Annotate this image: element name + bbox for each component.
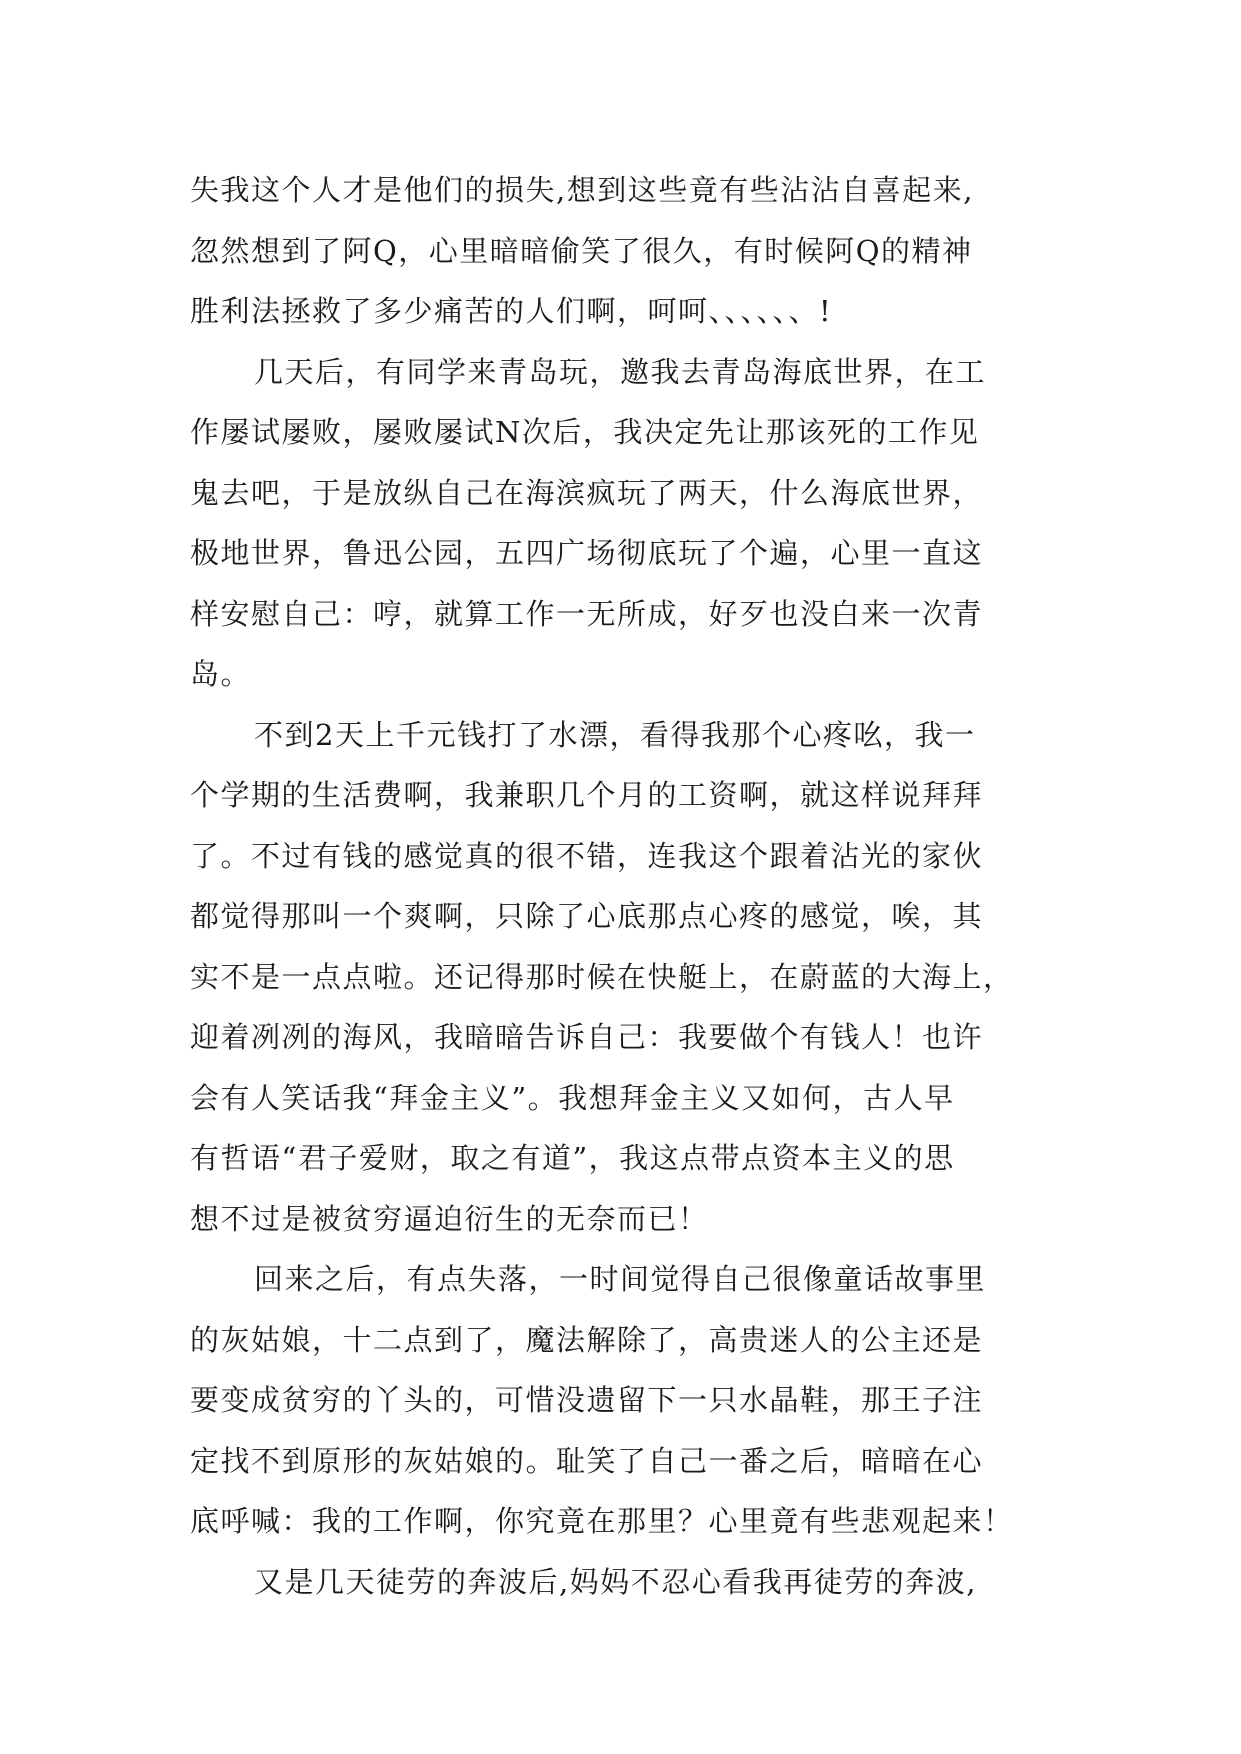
text-line: 的灰姑娘，十二点到了，魔法解除了，高贵迷人的公主还是 <box>190 1322 984 1357</box>
text-line: 几天后，有同学来青岛玩，邀我去青岛海底世界，在工 <box>254 354 987 389</box>
text-line: 实不是一点点啦。还记得那时候在快艇上，在蔚蓝的大海上， <box>190 959 1014 994</box>
text-line: 底呼喊：我的工作啊，你究竟在那里？心里竟有些悲观起来！ <box>190 1504 1014 1538</box>
text-line: 又是几天徒劳的奔波后,妈妈不忍心看我再徒劳的奔波, <box>254 1564 977 1599</box>
text-line: 作屡试屡败，屡败屡试N次后，我决定先让那该死的工作见 <box>190 415 980 449</box>
text-line: 鬼去吧，于是放纵自己在海滨疯玩了两天，什么海底世界， <box>190 475 984 510</box>
text-line: 会有人笑话我“拜金主义”。我想拜金主义又如何，古人早 <box>190 1080 955 1115</box>
text-line: 想不过是被贫穷逼迫衍生的无奈而已！ <box>190 1201 709 1236</box>
text-line: 都觉得那叫一个爽啊，只除了心底那点心疼的感觉，唉，其 <box>190 899 984 933</box>
text-line: 胜利法拯救了多少痛苦的人们啊，呵呵、、、、、、! <box>190 294 833 328</box>
text-line: 极地世界，鲁迅公园，五四广场彻底玩了个遍，心里一直这 <box>190 536 984 570</box>
text-line: 忽然想到了阿Q，心里暗暗偷笑了很久，有时候阿Q的精神 <box>190 233 973 268</box>
text-line: 要变成贫穷的丫头的，可惜没遗留下一只水晶鞋，那王子注 <box>190 1383 984 1417</box>
text-line: 岛。 <box>190 657 252 691</box>
text-line: 失我这个人才是他们的损失,想到这些竟有些沾沾自喜起来, <box>190 173 974 207</box>
text-line: 了。不过有钱的感觉真的很不错，连我这个跟着沾光的家伙 <box>190 838 984 873</box>
document-body <box>190 160 1050 1612</box>
text-line: 迎着冽冽的海风，我暗暗告诉自己：我要做个有钱人！也许 <box>190 1020 984 1054</box>
text-line: 样安慰自己：哼，就算工作一无所成，好歹也没白来一次青 <box>190 596 984 631</box>
text-line: 定找不到原形的灰姑娘的。耻笑了自己一番之后，暗暗在心 <box>190 1443 984 1478</box>
text-line: 个学期的生活费啊，我兼职几个月的工资啊，就这样说拜拜 <box>190 778 984 812</box>
text-line: 回来之后，有点失落，一时间觉得自己很像童话故事里 <box>254 1262 987 1296</box>
text-line: 有哲语“君子爱财，取之有道”，我这点带点资本主义的思 <box>190 1141 955 1175</box>
text-line: 不到2天上千元钱打了水漂，看得我那个心疼吆，我一 <box>254 717 976 752</box>
